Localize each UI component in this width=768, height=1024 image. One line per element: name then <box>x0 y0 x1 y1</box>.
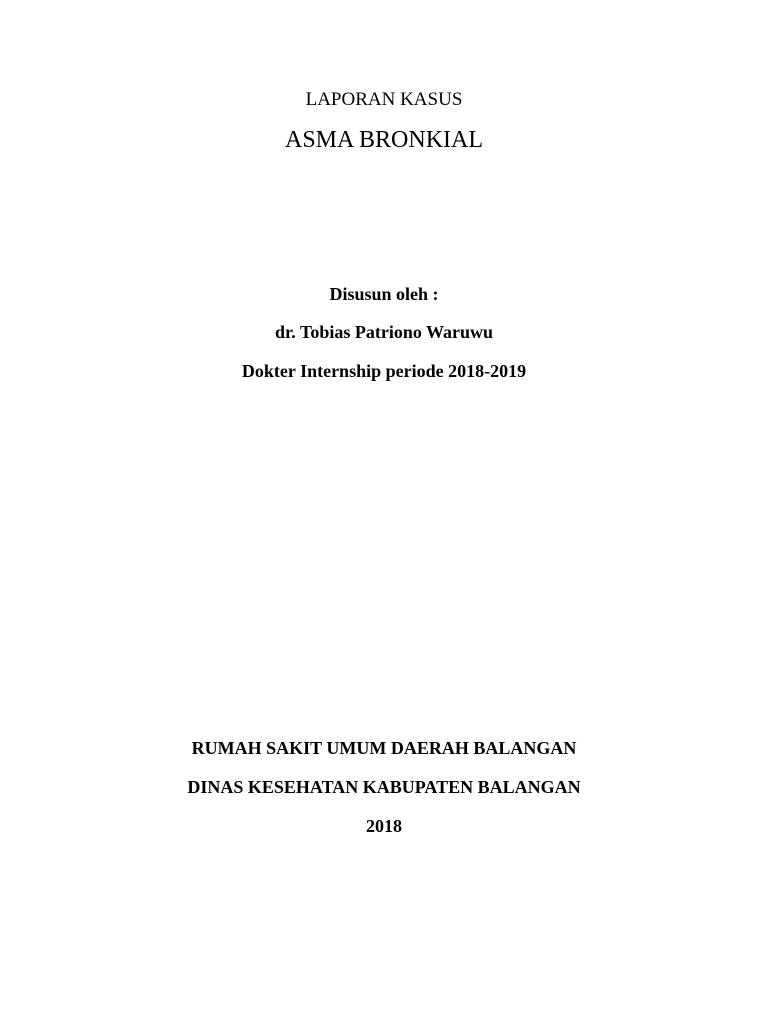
compiled-by-label: Disusun oleh : <box>329 284 439 304</box>
report-type-heading: LAPORAN KASUS <box>305 89 463 110</box>
author-name: dr. Tobias Patriono Waruwu <box>274 322 494 342</box>
document-title: ASMA BRONKIAL <box>284 127 484 153</box>
document-year: 2018 <box>366 816 402 836</box>
author-role: Dokter Internship periode 2018-2019 <box>241 361 527 381</box>
department-name: DINAS KESEHATAN KABUPATEN BALANGAN <box>187 777 581 797</box>
hospital-name: RUMAH SAKIT UMUM DAERAH BALANGAN <box>191 738 577 758</box>
